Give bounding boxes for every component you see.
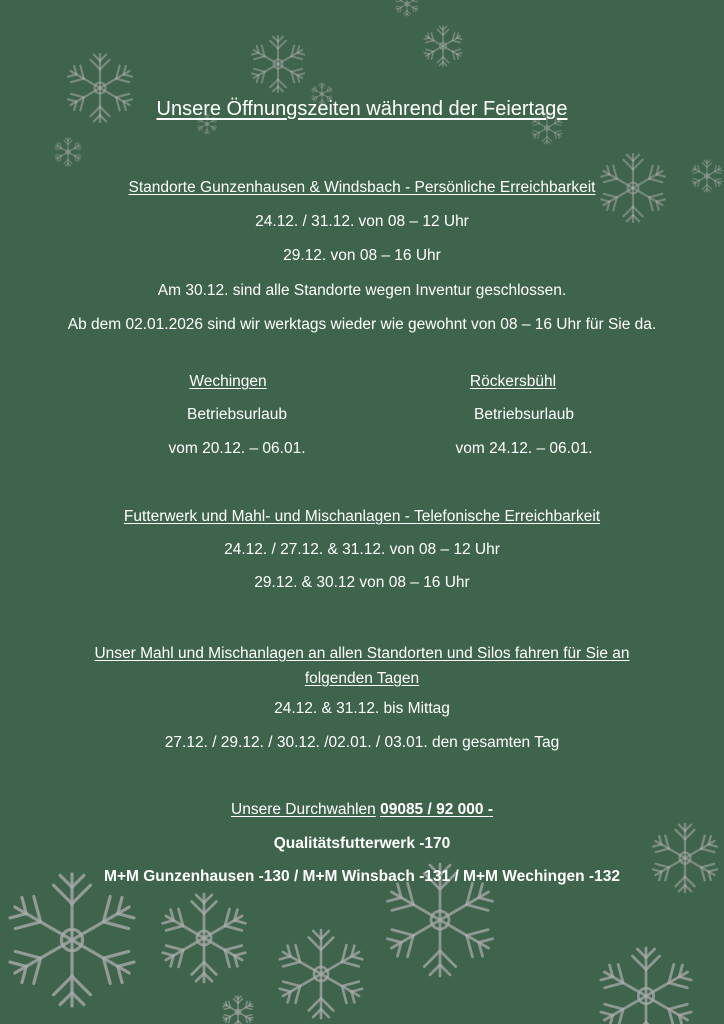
reopening-note: Ab dem 02.01.2026 sind wir werktags wieder wie gewohnt von 08 – 16 Uhr für Sie da. [67, 316, 657, 333]
futterwerk-hours-2: 29.12. & 30.12 von 08 – 16 Uhr [254, 574, 470, 591]
durchwahlen-label: Unsere Durchwahlen [231, 801, 376, 818]
inventur-note: Am 30.12. sind alle Standorte wegen Inventur geschlossen. [157, 282, 567, 299]
futterwerk-heading: Futterwerk und Mahl- und Mischanlagen - Telefonische Erreichbarkeit [123, 508, 601, 525]
mahl-days-1: 24.12. & 31.12. bis Mittag [274, 700, 450, 717]
standorte-heading: Standorte Gunzenhausen & Windsbach - Persönliche Erreichbarkeit [128, 179, 596, 196]
mahl-days-2: 27.12. / 29.12. / 30.12. /02.01. / 03.01. den gesamten Tag [164, 734, 560, 751]
standorte-hours-2: 29.12. von 08 – 16 Uhr [283, 247, 441, 264]
roeckersbuehl-heading: Röckersbühl [469, 373, 557, 390]
durchwahlen-line [0, 800, 724, 820]
standorte-hours-1: 24.12. / 31.12. von 08 – 12 Uhr [255, 213, 469, 230]
mm-extensions: M+M Gunzenhausen -130 / M+M Winsbach -131 / M+M Wechingen -132 [104, 868, 620, 885]
qualitaetsfutterwerk-extension: Qualitätsfutterwerk -170 [273, 835, 451, 852]
wechingen-status: Betriebsurlaub [187, 406, 287, 423]
mahl-heading: Unser Mahl und Mischanlagen an allen Standorten und Silos fahren für Sie an folgenden Tagen [94, 645, 630, 687]
roeckersbuehl-status: Betriebsurlaub [474, 406, 574, 423]
wechingen-dates: vom 20.12. – 06.01. [168, 440, 306, 457]
futterwerk-hours-1: 24.12. / 27.12. & 31.12. von 08 – 12 Uhr [224, 541, 500, 558]
durchwahlen-number: 09085 / 92 000 - [380, 801, 493, 818]
page-title: Unsere Öffnungszeiten während der Feiertage [156, 98, 568, 120]
wechingen-heading: Wechingen [189, 373, 267, 390]
roeckersbuehl-dates: vom 24.12. – 06.01. [455, 440, 593, 457]
